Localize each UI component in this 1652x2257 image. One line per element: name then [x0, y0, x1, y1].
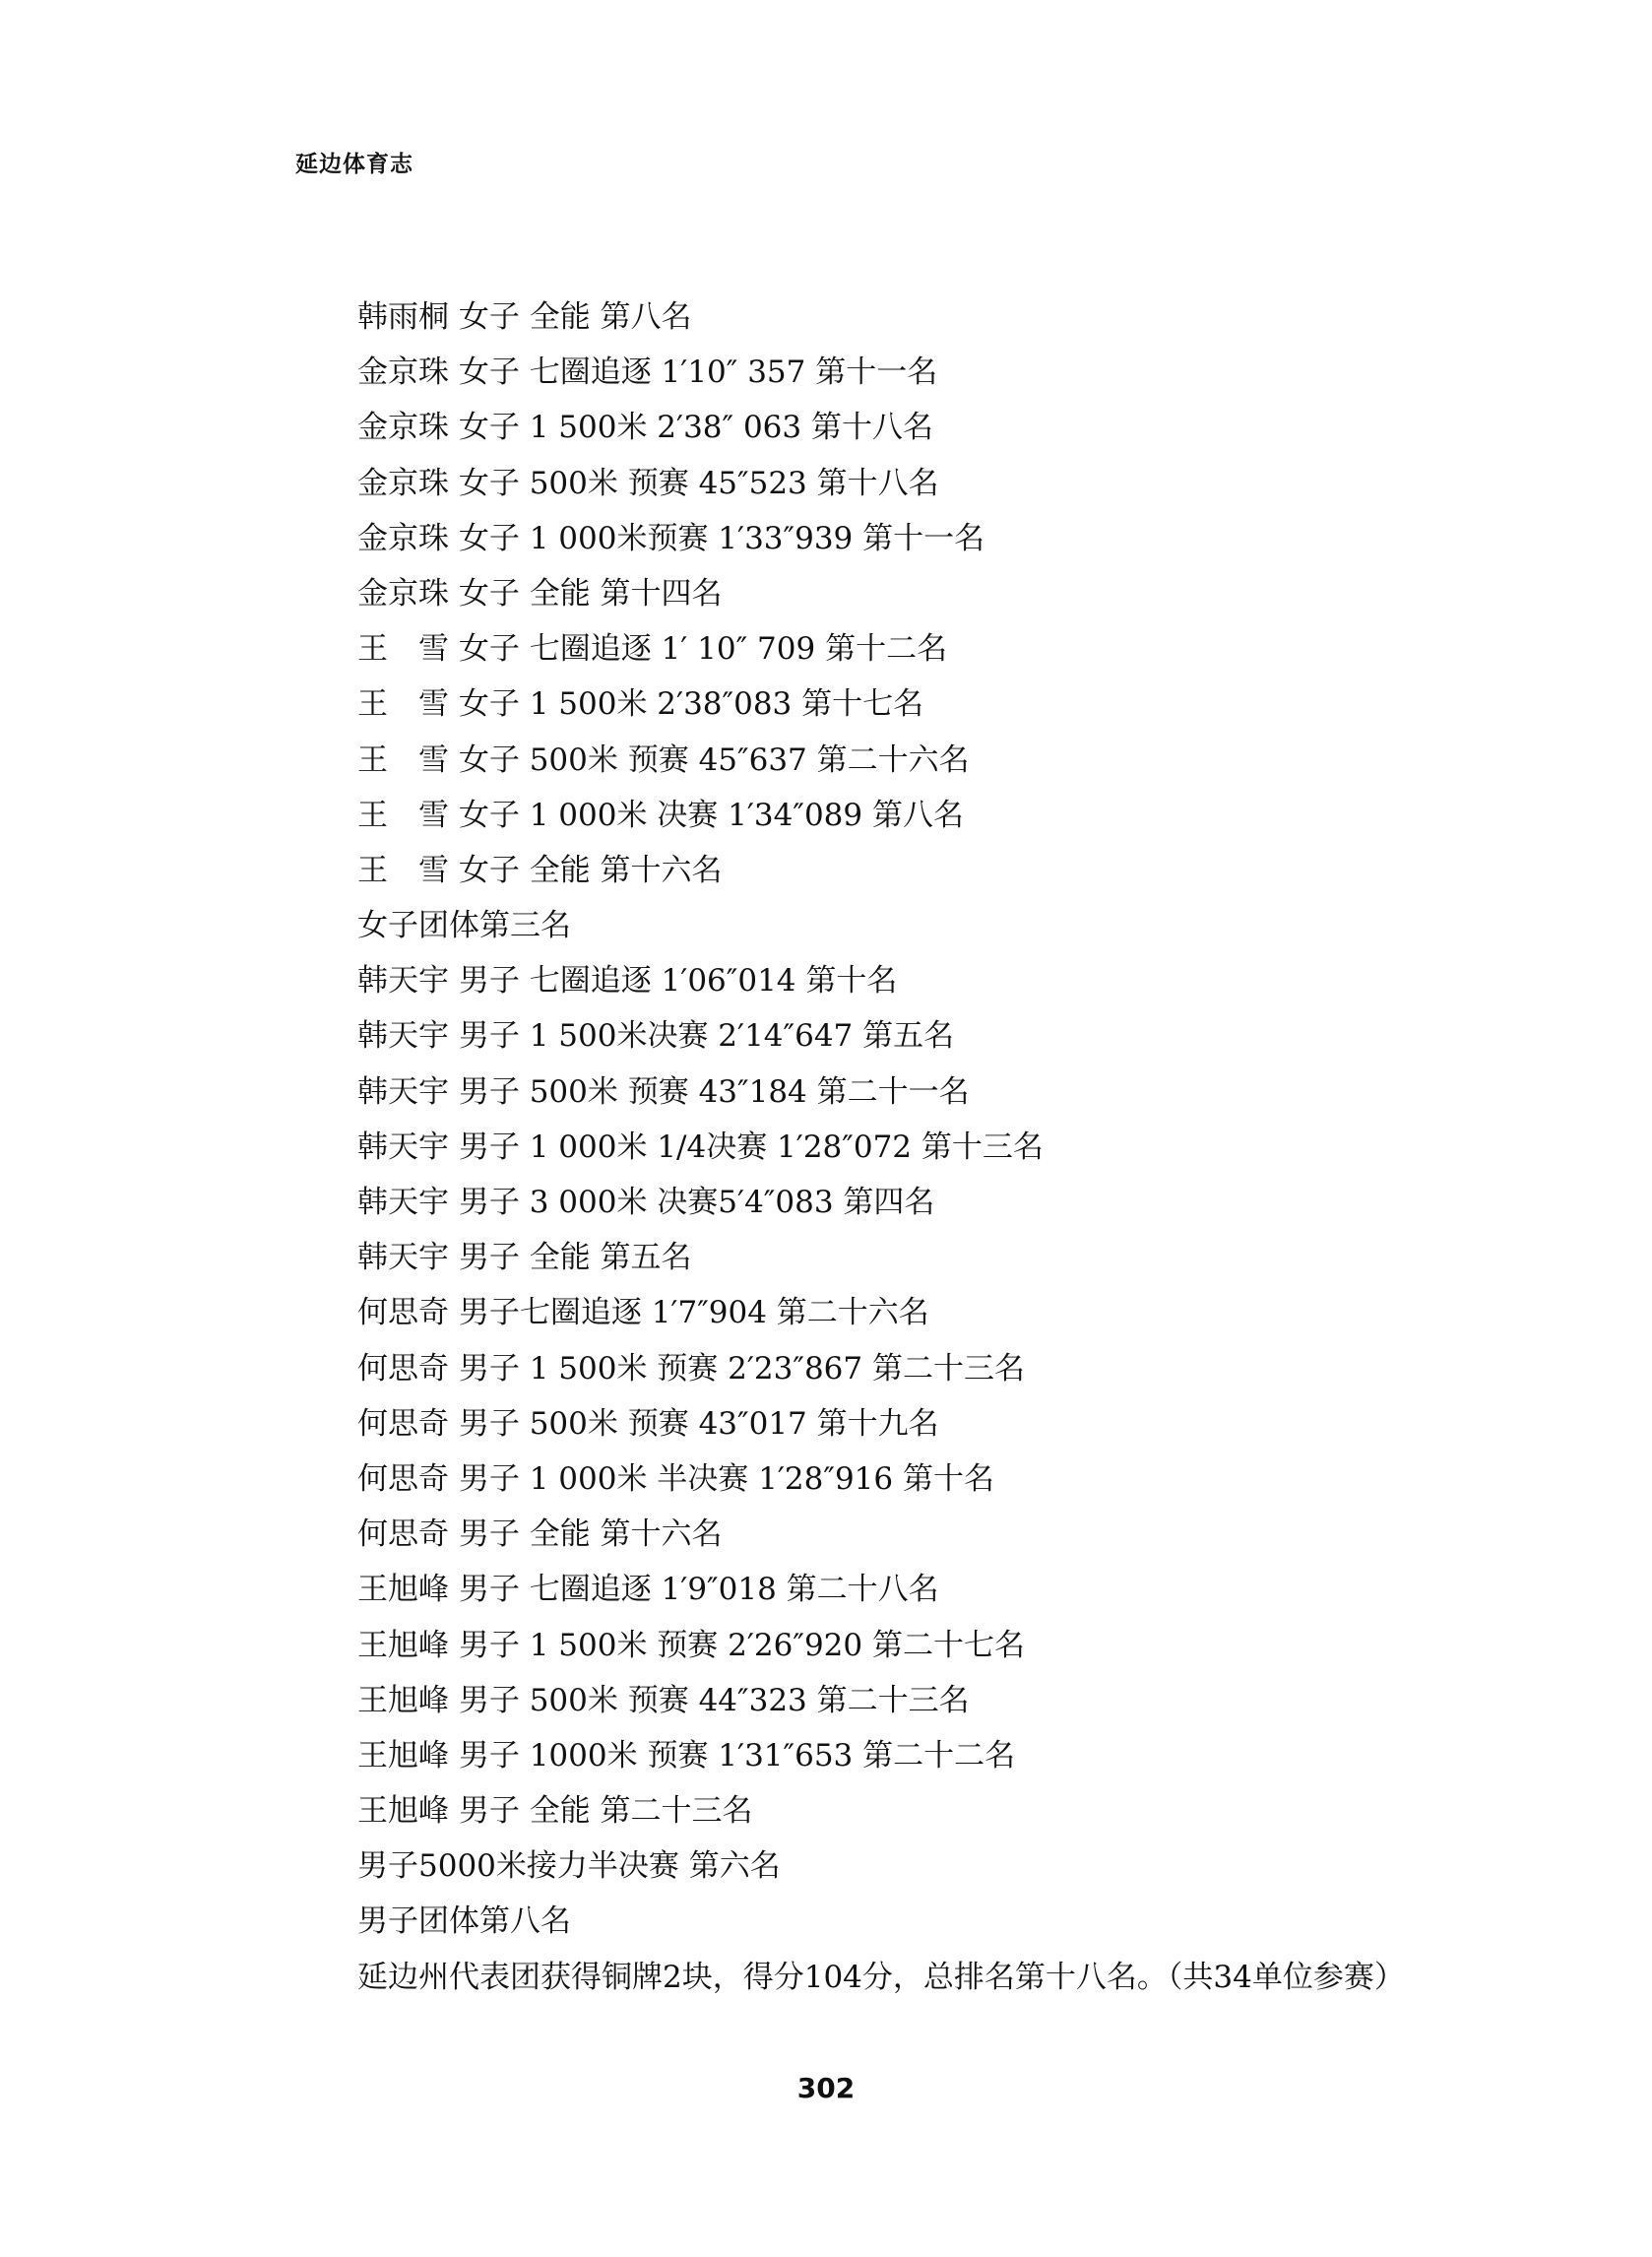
result-line: 韩雨桐 女子 全能 第八名 — [357, 299, 692, 335]
result-line: 金京珠 女子 1 000米预赛 1′33″939 第十一名 — [357, 520, 985, 556]
result-line: 金京珠 女子 500米 预赛 45″523 第十八名 — [357, 465, 939, 501]
result-line: 王 雪 女子 全能 第十六名 — [357, 852, 723, 888]
summary-line: 延边州代表团获得铜牌2块，得分104分，总排名第十八名。（共34单位参赛） — [357, 1959, 1405, 1995]
result-line: 王旭峰 男子 七圈追逐 1′9″018 第二十八名 — [357, 1572, 939, 1608]
result-line: 金京珠 女子 七圈追逐 1′10″ 357 第十一名 — [357, 355, 938, 391]
result-line: 王 雪 女子 500米 预赛 45″637 第二十六名 — [357, 742, 970, 778]
result-line: 王旭峰 男子 500米 预赛 44″323 第二十三名 — [357, 1682, 970, 1718]
team-result-line: 女子团体第三名 — [357, 908, 571, 944]
result-line: 韩天宇 男子 3 000米 决赛5′4″083 第四名 — [357, 1185, 935, 1220]
result-line: 王 雪 女子 1 000米 决赛 1′34″089 第八名 — [357, 797, 964, 833]
running-header: 延边体育志 — [295, 152, 413, 177]
result-line: 王 雪 女子 1 500米 2′38″083 第十七名 — [357, 686, 924, 723]
page-number: 302 — [796, 2072, 856, 2104]
result-line: 韩天宇 男子 全能 第五名 — [357, 1240, 692, 1276]
result-line: 何思奇 男子七圈追逐 1′7″904 第二十六名 — [357, 1295, 929, 1331]
result-line: 王旭峰 男子 1 500米 预赛 2′26″920 第二十七名 — [357, 1627, 1025, 1663]
result-line: 金京珠 女子 全能 第十四名 — [357, 575, 723, 612]
result-line: 韩天宇 男子 1 000米 1/4决赛 1′28″072 第十三名 — [357, 1128, 1044, 1165]
result-line: 王 雪 女子 七圈追逐 1′ 10″ 709 第十二名 — [357, 631, 948, 668]
team-result-line: 男子团体第八名 — [357, 1903, 571, 1940]
result-line: 韩天宇 男子 七圈追逐 1′06″014 第十名 — [357, 963, 898, 1000]
result-line: 韩天宇 男子 1 500米决赛 2′14″647 第五名 — [357, 1018, 955, 1055]
result-line: 王旭峰 男子 1000米 预赛 1′31″653 第二十二名 — [357, 1737, 1016, 1773]
result-line: 何思奇 男子 1 000米 半决赛 1′28″916 第十名 — [357, 1460, 994, 1497]
result-line: 王旭峰 男子 全能 第二十三名 — [357, 1793, 753, 1830]
relay-result-line: 男子5000米接力半决赛 第六名 — [357, 1848, 781, 1885]
results-list — [357, 290, 1539, 2005]
result-line: 何思奇 男子 500米 预赛 43″017 第十九名 — [357, 1405, 939, 1442]
result-line: 韩天宇 男子 500米 预赛 43″184 第二十一名 — [357, 1073, 970, 1110]
result-line: 何思奇 男子 全能 第十六名 — [357, 1516, 723, 1553]
result-line: 何思奇 男子 1 500米 预赛 2′23″867 第二十三名 — [357, 1350, 1025, 1386]
result-line: 金京珠 女子 1 500米 2′38″ 063 第十八名 — [357, 410, 933, 446]
